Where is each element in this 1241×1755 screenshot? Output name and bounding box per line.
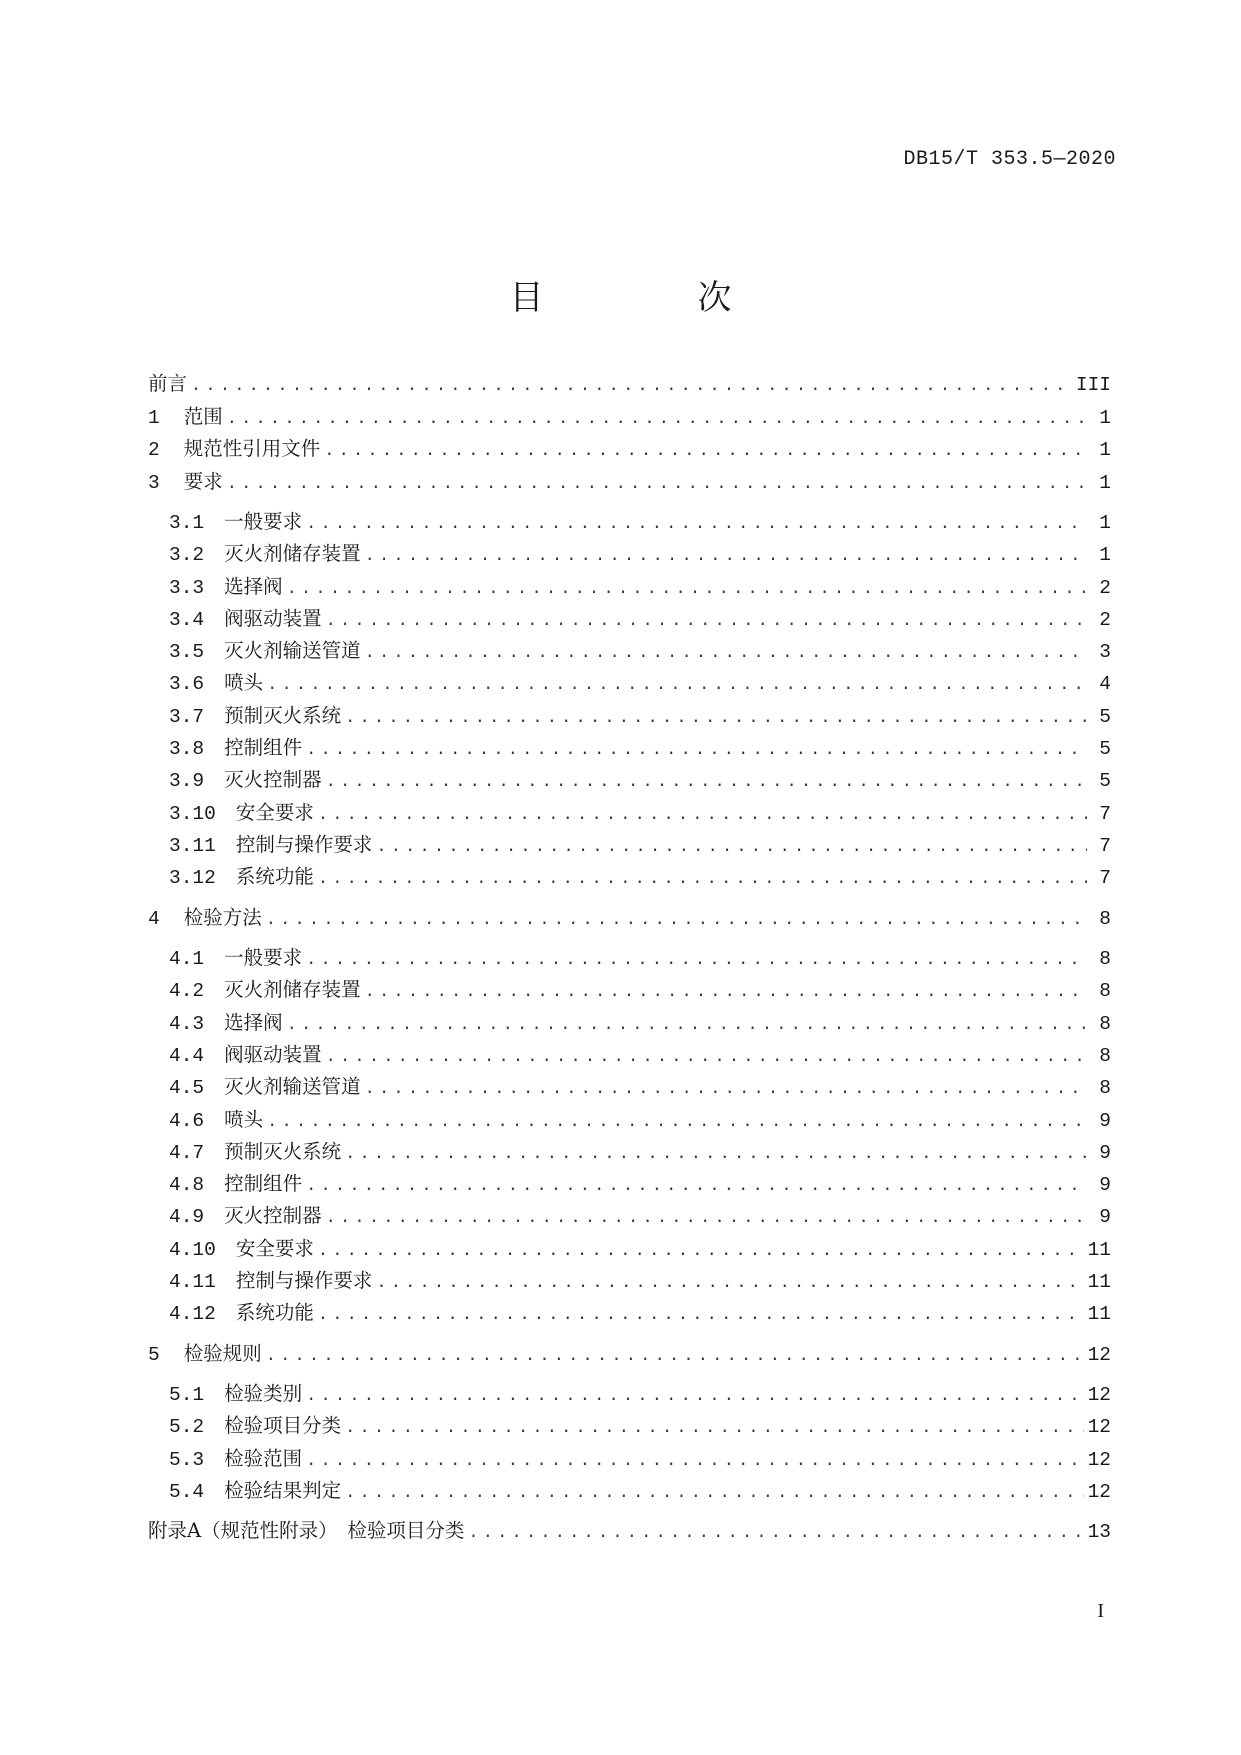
toc-entry-number: 3.9 xyxy=(169,770,205,793)
dot-leader xyxy=(266,1348,1084,1365)
toc-entry[interactable] xyxy=(148,1341,1111,1377)
toc-entry[interactable] xyxy=(148,1521,1111,1554)
toc-entry-number: 5 xyxy=(148,1343,160,1366)
toc-entry-page: 9 xyxy=(1099,1206,1111,1229)
toc-entry-page: 1 xyxy=(1099,544,1111,567)
dot-leader xyxy=(345,1420,1083,1437)
toc-subentry[interactable] xyxy=(148,1446,1111,1481)
page-title: 目 次 xyxy=(509,278,792,318)
toc-entry-number: 5.4 xyxy=(169,1481,205,1504)
toc-entry-label: 安全要求 xyxy=(235,1236,314,1260)
toc-entry-number: 1 xyxy=(148,406,160,429)
toc-entry-label: 灭火剂输送管道 xyxy=(224,1075,361,1099)
dot-leader xyxy=(365,548,1087,565)
toc-subentry[interactable] xyxy=(148,512,1111,544)
toc-entry-page: 1 xyxy=(1099,471,1111,494)
toc-subentry[interactable] xyxy=(148,1042,1111,1077)
dot-leader xyxy=(326,1049,1087,1066)
toc-entry[interactable] xyxy=(148,404,1111,440)
toc-entry-number: 3 xyxy=(148,471,160,494)
document-code: DB15/T 353.5—2020 xyxy=(903,148,1116,171)
toc-entry[interactable] xyxy=(148,469,1111,505)
toc-subentry[interactable] xyxy=(148,1077,1111,1109)
toc-entry-page: 7 xyxy=(1099,802,1111,825)
toc-entry-page: 11 xyxy=(1087,1303,1111,1326)
dot-leader xyxy=(267,677,1087,694)
dot-leader xyxy=(306,1178,1087,1195)
toc-entry-page: 9 xyxy=(1099,1141,1111,1164)
toc-entry-page: 12 xyxy=(1087,1416,1111,1439)
toc-entry-page: 1 xyxy=(1099,512,1111,534)
toc-subentry[interactable] xyxy=(148,574,1111,609)
table-of-contents xyxy=(148,374,1111,1554)
toc-entry-page: 7 xyxy=(1099,834,1111,857)
toc-entry-page: 11 xyxy=(1087,1238,1111,1261)
toc-entry-page: 8 xyxy=(1099,980,1111,1003)
toc-entry-page: 5 xyxy=(1099,705,1111,728)
toc-subentry[interactable] xyxy=(148,1174,1111,1206)
toc-entry-page: 5 xyxy=(1099,770,1111,793)
toc-subentry[interactable] xyxy=(148,832,1111,867)
toc-subentry[interactable] xyxy=(148,867,1111,899)
toc-entry-label: 规范性引用文件 xyxy=(183,437,321,460)
toc-entry-page: 5 xyxy=(1099,738,1111,761)
dot-leader xyxy=(318,871,1087,888)
toc-subentry[interactable] xyxy=(148,606,1111,641)
dot-leader xyxy=(318,1307,1084,1324)
toc-entry-page: 12 xyxy=(1087,1343,1111,1366)
toc-entry-label: 一般要求 xyxy=(224,510,303,533)
toc-subentry[interactable] xyxy=(148,1416,1111,1448)
dot-leader xyxy=(227,411,1087,428)
toc-entry-number: 2 xyxy=(148,439,160,461)
toc-entry-number: 3.2 xyxy=(169,544,205,567)
toc-entry-number: 3.5 xyxy=(169,641,205,664)
toc-entry-number: 4.12 xyxy=(169,1303,216,1326)
toc-entry-label: 附录A（规范性附录） 检验项目分类 xyxy=(148,1519,465,1543)
toc-entry-number: 4.1 xyxy=(169,948,205,971)
dot-leader xyxy=(345,710,1087,727)
toc-subentry[interactable] xyxy=(148,673,1111,705)
toc-entry-label: 前言 xyxy=(148,372,188,395)
toc-subentry[interactable] xyxy=(148,703,1111,738)
toc-entry-page: 12 xyxy=(1087,1481,1111,1504)
toc-entry-label: 喷头 xyxy=(224,671,264,695)
toc-entry[interactable] xyxy=(148,905,1111,941)
toc-entry-number: 4.2 xyxy=(169,980,205,1003)
toc-entry-number: 3.12 xyxy=(169,867,216,890)
toc-entry-label: 控制与操作要求 xyxy=(235,832,373,856)
dot-leader xyxy=(324,443,1087,460)
toc-entry-label: 检验结果判定 xyxy=(224,1479,342,1503)
toc-entry-number: 5.2 xyxy=(169,1416,205,1439)
toc-entry-number: 4.9 xyxy=(169,1206,205,1229)
toc-entry-page: 8 xyxy=(1099,907,1111,930)
toc-subentry[interactable] xyxy=(148,1107,1111,1142)
dot-leader xyxy=(326,613,1087,630)
toc-entry-number: 3.7 xyxy=(169,705,205,728)
toc-entry-number: 4.5 xyxy=(169,1077,205,1100)
toc-entry-page: 9 xyxy=(1099,1174,1111,1197)
toc-entry-page: 2 xyxy=(1099,608,1111,631)
dot-leader xyxy=(376,1275,1083,1292)
toc-subentry[interactable] xyxy=(148,1010,1111,1045)
toc-subentry[interactable] xyxy=(148,1139,1111,1174)
toc-entry-number: 4.6 xyxy=(169,1109,205,1132)
dot-leader xyxy=(365,1081,1087,1098)
dot-leader xyxy=(365,645,1087,662)
toc-entry-label: 预制灭火系统 xyxy=(224,1139,342,1163)
toc-entry-page: 13 xyxy=(1087,1521,1111,1544)
toc-entry-number: 4 xyxy=(148,907,160,930)
dot-leader xyxy=(227,476,1087,493)
toc-subentry[interactable] xyxy=(148,544,1111,576)
toc-entry-label: 灭火控制器 xyxy=(224,768,322,792)
toc-entry-number: 3.10 xyxy=(169,802,216,825)
toc-subentry[interactable] xyxy=(148,800,1111,835)
toc-entry-label: 检验类别 xyxy=(224,1382,303,1406)
toc-entry[interactable] xyxy=(148,439,1111,472)
toc-entry-page: 11 xyxy=(1087,1271,1111,1294)
toc-subentry[interactable] xyxy=(148,1303,1111,1335)
toc-entry-page: III xyxy=(1075,374,1111,396)
toc-entry-page: 3 xyxy=(1099,641,1111,664)
toc-entry-label: 范围 xyxy=(183,404,223,428)
toc-entry-number: 3.4 xyxy=(169,608,205,631)
toc-entry-number: 3.11 xyxy=(169,834,216,857)
toc-entry-number: 4.7 xyxy=(169,1141,205,1164)
toc-entry-page: 12 xyxy=(1087,1384,1111,1407)
toc-subentry[interactable] xyxy=(148,641,1111,673)
dot-leader xyxy=(287,581,1087,598)
dot-leader xyxy=(306,516,1087,533)
toc-entry-label: 系统功能 xyxy=(235,865,314,889)
toc-entry-number: 4.3 xyxy=(169,1012,205,1035)
toc-entry-label: 阀驱动装置 xyxy=(224,606,322,630)
toc-entry-number: 5.3 xyxy=(169,1448,205,1471)
toc-entry-label: 检验方法 xyxy=(183,905,262,929)
toc-subentry[interactable] xyxy=(148,770,1111,802)
toc-entry-number: 5.1 xyxy=(169,1384,205,1407)
toc-entry-label: 选择阀 xyxy=(224,1010,283,1034)
toc-entry-page: 8 xyxy=(1099,1044,1111,1067)
toc-entry-number: 4.11 xyxy=(169,1271,216,1294)
dot-leader xyxy=(306,952,1087,969)
toc-entry-label: 安全要求 xyxy=(235,800,314,824)
toc-subentry[interactable] xyxy=(148,738,1111,770)
toc-entry-page: 1 xyxy=(1099,406,1111,429)
toc-entry-label: 预制灭火系统 xyxy=(224,703,342,727)
toc-subentry[interactable] xyxy=(148,1271,1111,1303)
toc-entry-label: 灭火剂储存装置 xyxy=(224,542,361,566)
toc-entry-number: 3.8 xyxy=(169,738,205,761)
dot-leader xyxy=(345,1146,1087,1163)
dot-leader xyxy=(306,742,1087,759)
toc-subentry[interactable] xyxy=(148,1236,1111,1271)
toc-entry-page: 4 xyxy=(1099,673,1111,696)
dot-leader xyxy=(287,1017,1087,1034)
toc-entry-page: 9 xyxy=(1099,1109,1111,1132)
dot-leader xyxy=(266,912,1087,929)
toc-entry-number: 4.10 xyxy=(169,1238,216,1261)
toc-entry-label: 选择阀 xyxy=(224,574,283,598)
toc-entry-label: 控制组件 xyxy=(224,1172,303,1196)
toc-subentry[interactable] xyxy=(148,980,1111,1012)
toc-entry-label: 一般要求 xyxy=(224,946,303,970)
dot-leader xyxy=(365,984,1087,1001)
page-number: I xyxy=(1097,1600,1104,1622)
toc-entry-label: 喷头 xyxy=(224,1107,264,1131)
dot-leader xyxy=(318,1243,1084,1260)
toc-entry-number: 3.1 xyxy=(169,512,205,534)
toc-entry-label: 灭火剂输送管道 xyxy=(224,639,361,663)
toc-subentry[interactable] xyxy=(148,1481,1111,1513)
toc-entry-label: 检验范围 xyxy=(224,1446,303,1470)
dot-leader xyxy=(468,1525,1083,1542)
toc-entry-number: 3.6 xyxy=(169,673,205,696)
toc-subentry[interactable] xyxy=(148,948,1111,980)
toc-subentry[interactable] xyxy=(148,1384,1111,1416)
dot-leader xyxy=(345,1485,1083,1502)
toc-entry-number: 4.8 xyxy=(169,1174,205,1197)
dot-leader xyxy=(326,774,1087,791)
toc-entry-page: 2 xyxy=(1099,576,1111,599)
toc-entry-label: 控制组件 xyxy=(224,736,303,760)
toc-entry-number: 3.3 xyxy=(169,576,205,599)
dot-leader xyxy=(267,1114,1087,1131)
toc-entry[interactable] xyxy=(148,374,1111,407)
dot-leader xyxy=(191,378,1072,395)
dot-leader xyxy=(376,839,1087,856)
toc-entry-page: 7 xyxy=(1099,867,1111,890)
dot-leader xyxy=(306,1453,1083,1470)
toc-entry-label: 检验项目分类 xyxy=(224,1414,342,1438)
dot-leader xyxy=(306,1388,1083,1405)
toc-entry-page: 12 xyxy=(1087,1448,1111,1471)
toc-entry-page: 8 xyxy=(1099,948,1111,971)
toc-entry-page: 8 xyxy=(1099,1077,1111,1100)
toc-entry-label: 阀驱动装置 xyxy=(224,1042,322,1066)
dot-leader xyxy=(318,807,1087,824)
toc-entry-number: 4.4 xyxy=(169,1044,205,1067)
toc-entry-label: 控制与操作要求 xyxy=(235,1269,373,1293)
toc-entry-label: 灭火剂储存装置 xyxy=(224,978,361,1002)
toc-entry-label: 要求 xyxy=(183,469,223,493)
toc-entry-label: 检验规则 xyxy=(183,1341,262,1365)
toc-subentry[interactable] xyxy=(148,1206,1111,1238)
toc-entry-label: 系统功能 xyxy=(235,1301,314,1325)
dot-leader xyxy=(326,1210,1087,1227)
toc-entry-page: 1 xyxy=(1099,439,1111,461)
toc-entry-label: 灭火控制器 xyxy=(224,1204,322,1228)
toc-entry-page: 8 xyxy=(1099,1012,1111,1035)
